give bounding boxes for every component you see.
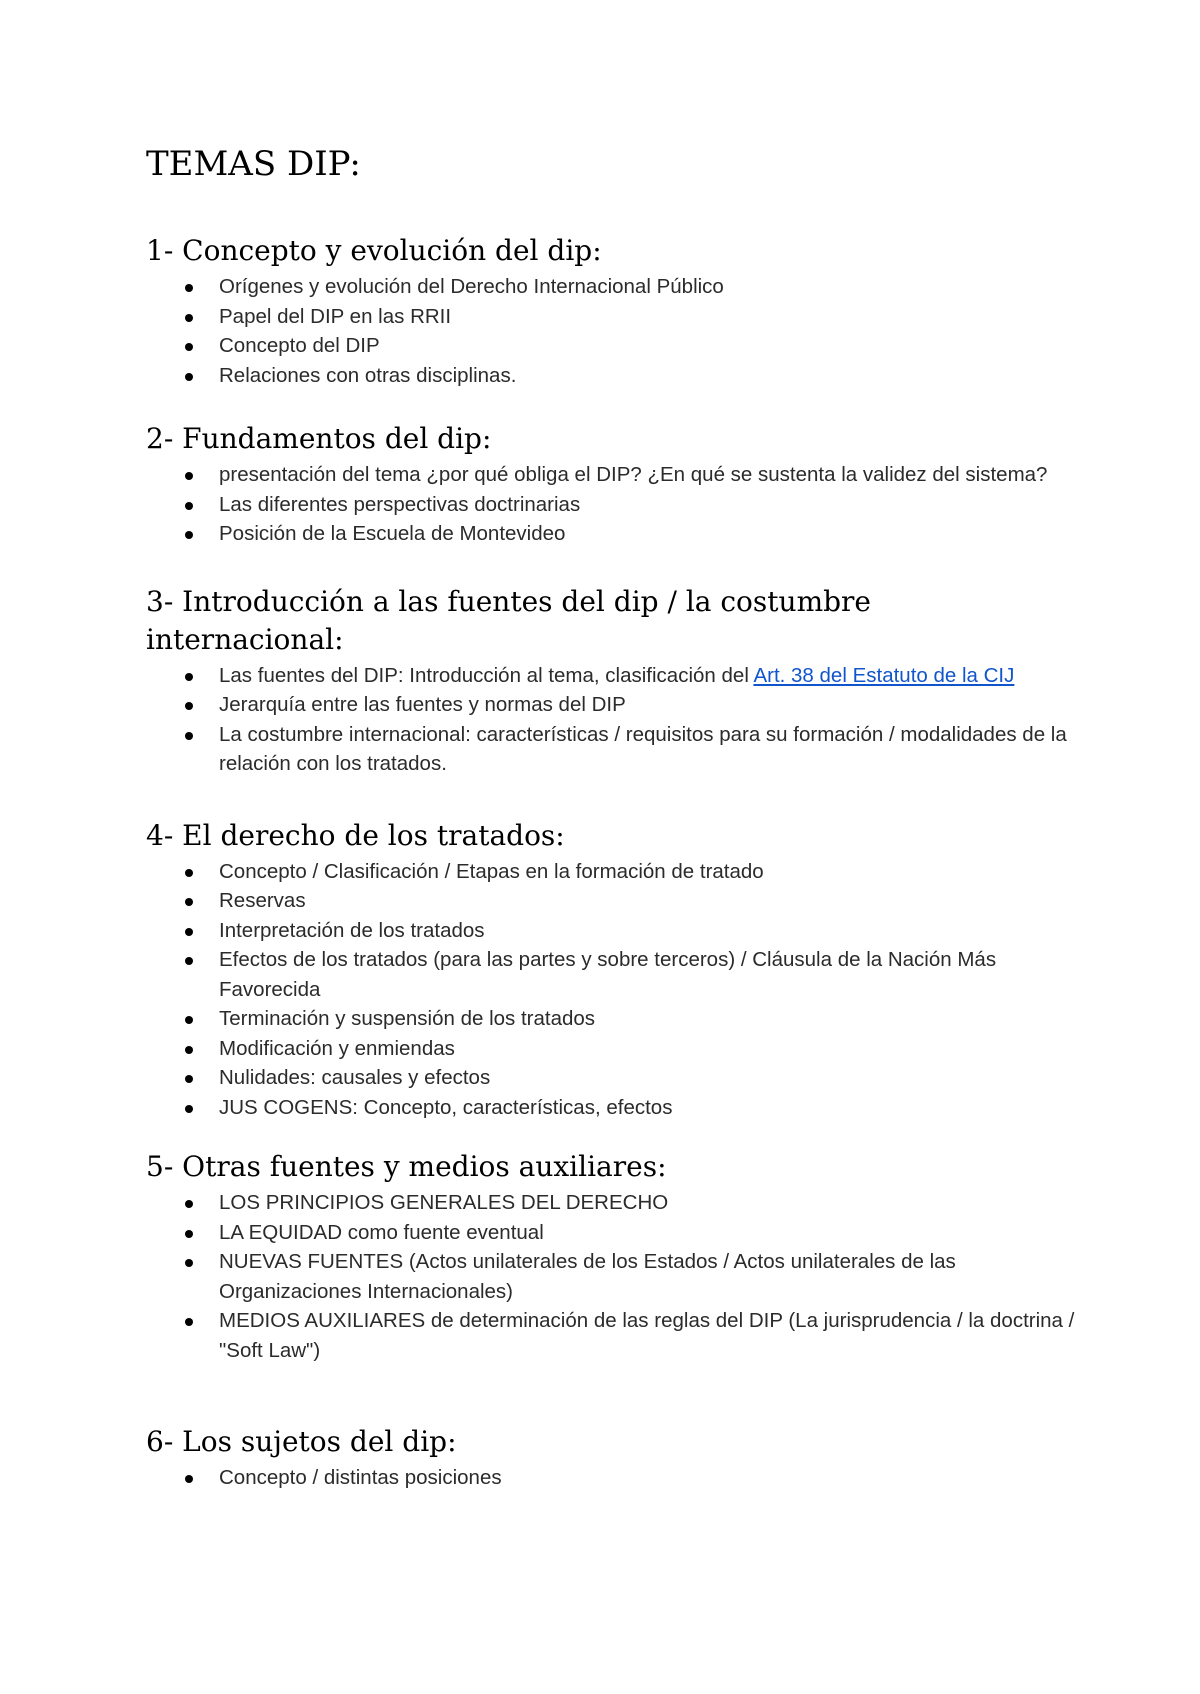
bullet-icon [185,1230,193,1238]
bullet-icon [185,1016,193,1024]
bullet-icon [185,314,193,322]
list-item: La costumbre internacional: características / requisitos para su formación / modalidades de la relación con los tratados. [146,720,1076,779]
list-item: NUEVAS FUENTES (Actos unilaterales de los Estados / Actos unilaterales de las Organizaciones Internacionales) [146,1247,1076,1306]
list-item: Reservas [146,886,1076,916]
bullet-list [146,460,1076,549]
bullet-icon [185,898,193,906]
list-item: Modificación y enmiendas [146,1034,1076,1064]
article-38-link[interactable]: Art. 38 del Estatuto de la CIJ [753,663,1015,687]
section-6 [146,1423,1076,1493]
section-heading: 5- Otras fuentes y medios auxiliares: [146,1150,667,1183]
section-heading: 1- Concepto y evolución del dip: [146,234,602,267]
list-item: Nulidades: causales y efectos [146,1063,1076,1093]
bullet-icon [185,373,193,381]
bullet-list [146,661,1076,779]
list-item: Terminación y suspensión de los tratados [146,1004,1076,1034]
section-heading: 6- Los sujetos del dip: [146,1425,457,1458]
list-item: MEDIOS AUXILIARES de determinación de las reglas del DIP (La jurisprudencia / la doctrina / "Soft Law") [146,1306,1076,1365]
section-heading: 4- El derecho de los tratados: [146,818,565,852]
list-item: Concepto / distintas posiciones [146,1463,1076,1493]
section-5 [146,1148,1076,1365]
bullet-icon [185,1259,193,1267]
list-item: Las diferentes perspectivas doctrinarias [146,490,1076,520]
section-3 [146,583,1076,779]
bullet-icon [185,1105,193,1113]
bullet-list [146,1463,1076,1493]
section-1 [146,232,1076,390]
bullet-icon [185,472,193,480]
list-item: Concepto del DIP [146,331,1076,361]
bullet-list [146,272,1076,390]
list-item: Las fuentes del DIP: Introducción al tema, clasificación del Art. 38 del Estatuto de la CIJ [146,661,1076,691]
section-2 [146,420,1076,549]
bullet-icon [185,869,193,877]
list-item: Efectos de los tratados (para las partes y sobre terceros) / Cláusula de la Nación Más Favorecida [146,945,1076,1004]
list-item: presentación del tema ¿por qué obliga el DIP? ¿En qué se sustenta la validez del sistema? [146,460,1076,490]
list-item: Orígenes y evolución del Derecho Internacional Público [146,272,1076,302]
bullet-icon [185,1200,193,1208]
bullet-icon [185,673,193,681]
bullet-icon [185,1075,193,1083]
section-heading: 3- Introducción a las fuentes del dip / la costumbre internacional: [146,584,871,656]
bullet-icon [185,1475,193,1483]
bullet-icon [185,732,193,740]
list-item: LOS PRINCIPIOS GENERALES DEL DERECHO [146,1188,1076,1218]
bullet-icon [185,343,193,351]
section-heading: 2- Fundamentos del dip: [146,422,492,455]
bullet-list [146,1188,1076,1365]
list-item: Papel del DIP en las RRII [146,302,1076,332]
bullet-icon [185,957,193,965]
document-page [146,142,1076,1493]
list-item: JUS COGENS: Concepto, características, efectos [146,1093,1076,1123]
bullet-icon [185,531,193,539]
bullet-icon [185,502,193,510]
bullet-icon [185,928,193,936]
bullet-icon [185,1046,193,1054]
list-item: Concepto / Clasificación / Etapas en la formación de tratado [146,857,1076,887]
bullet-icon [185,1318,193,1326]
bullet-list [146,857,1076,1123]
list-item: Relaciones con otras disciplinas. [146,361,1076,391]
document-title: TEMAS DIP: [146,144,361,184]
list-item: Posición de la Escuela de Montevideo [146,519,1076,549]
bullet-icon [185,702,193,710]
list-item: LA EQUIDAD como fuente eventual [146,1218,1076,1248]
list-item: Jerarquía entre las fuentes y normas del DIP [146,690,1076,720]
list-item: Interpretación de los tratados [146,916,1076,946]
section-4 [146,817,1076,1123]
bullet-icon [185,284,193,292]
